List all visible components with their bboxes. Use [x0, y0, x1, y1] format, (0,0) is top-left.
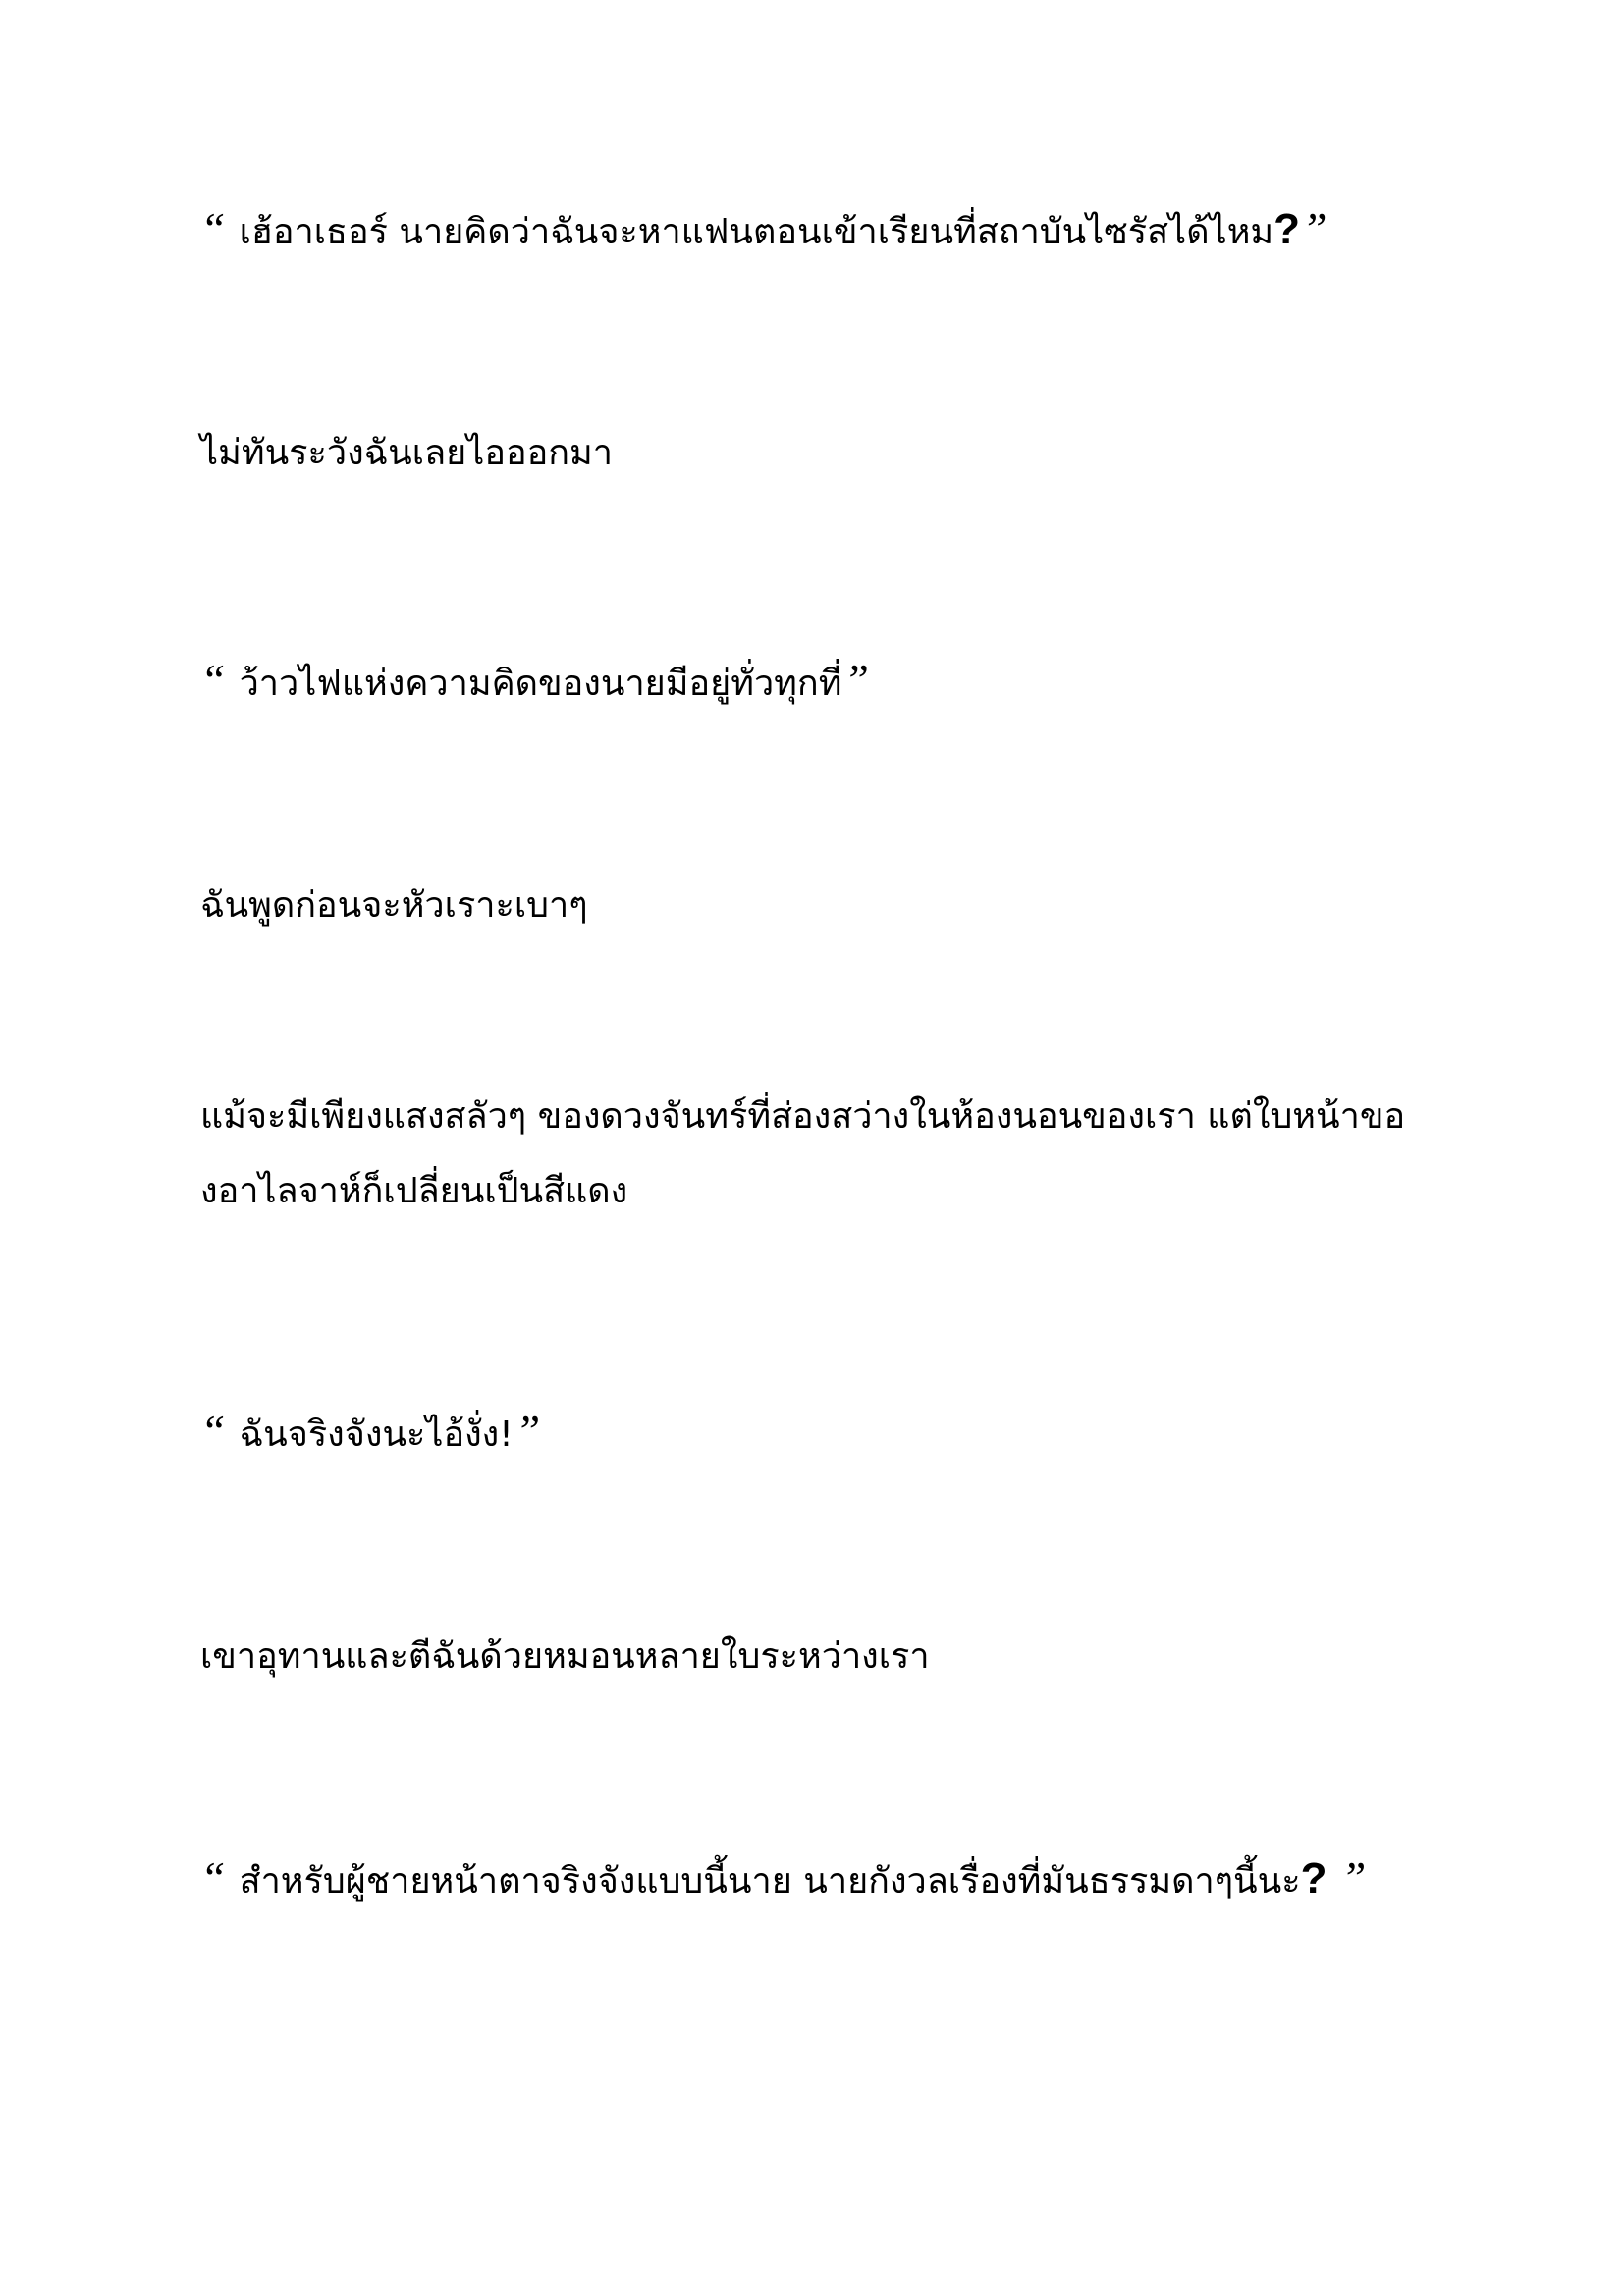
- dialogue-paragraph-8: [200, 1841, 1428, 1919]
- paragraph-text: แม้จะมีเพียงแสงสลัวๆ ของดวงจันทร์ที่ส่องสว่างในห้องนอนของเรา แต่ใบหน้าของอาไลจาห์ก็เปลี่ยนเป็นสีแดง: [200, 1096, 1406, 1211]
- paragraph-text: ฉันพูดก่อนจะหัวเราะเบาๆ: [200, 885, 588, 926]
- close-quote: ”: [1340, 1852, 1367, 1902]
- open-quote: “: [200, 655, 226, 705]
- question-mark: ?: [1273, 205, 1301, 253]
- paragraph-text: เขาอุทานและตีฉันด้วยหมอนหลายใบระหว่างเรา: [200, 1636, 930, 1677]
- paragraph-text: ไม่ทันระวังฉันเลยไอออกมา: [200, 433, 613, 473]
- narration-paragraph-7: [200, 1620, 1428, 1694]
- close-quote: ”: [843, 655, 870, 705]
- close-quote: ”: [1302, 203, 1327, 253]
- dialogue-paragraph-1: [200, 191, 1428, 270]
- close-quote: ”: [514, 1406, 541, 1456]
- open-quote: “: [200, 203, 226, 253]
- paragraph-text: เฮ้อาเธอร์ นายคิดว่าฉันจะหาแฟนตอนเข้าเรียนที่สถาบันไซรัสได้ไหม: [239, 212, 1274, 252]
- narration-paragraph-5: [200, 1080, 1428, 1229]
- narration-paragraph-2: [200, 416, 1428, 491]
- dialogue-paragraph-6: [200, 1394, 1428, 1472]
- open-quote: “: [200, 1852, 226, 1902]
- dialogue-paragraph-3: [200, 643, 1428, 721]
- open-quote: “: [200, 1406, 226, 1456]
- question-mark: ?: [1300, 1854, 1339, 1902]
- paragraph-text: ว้าวไฟแห่งความคิดของนายมีอยู่ทั่วทุกที่: [239, 664, 842, 704]
- narration-paragraph-4: [200, 869, 1428, 943]
- paragraph-text: ฉันจริงจังนะไอ้งั่ง!: [239, 1415, 514, 1455]
- paragraph-text: สำหรับผู้ชายหน้าตาจริงจังแบบนี้นาย นายกังวลเรื่องที่มันธรรมดาๆนี้นะ: [239, 1861, 1301, 1901]
